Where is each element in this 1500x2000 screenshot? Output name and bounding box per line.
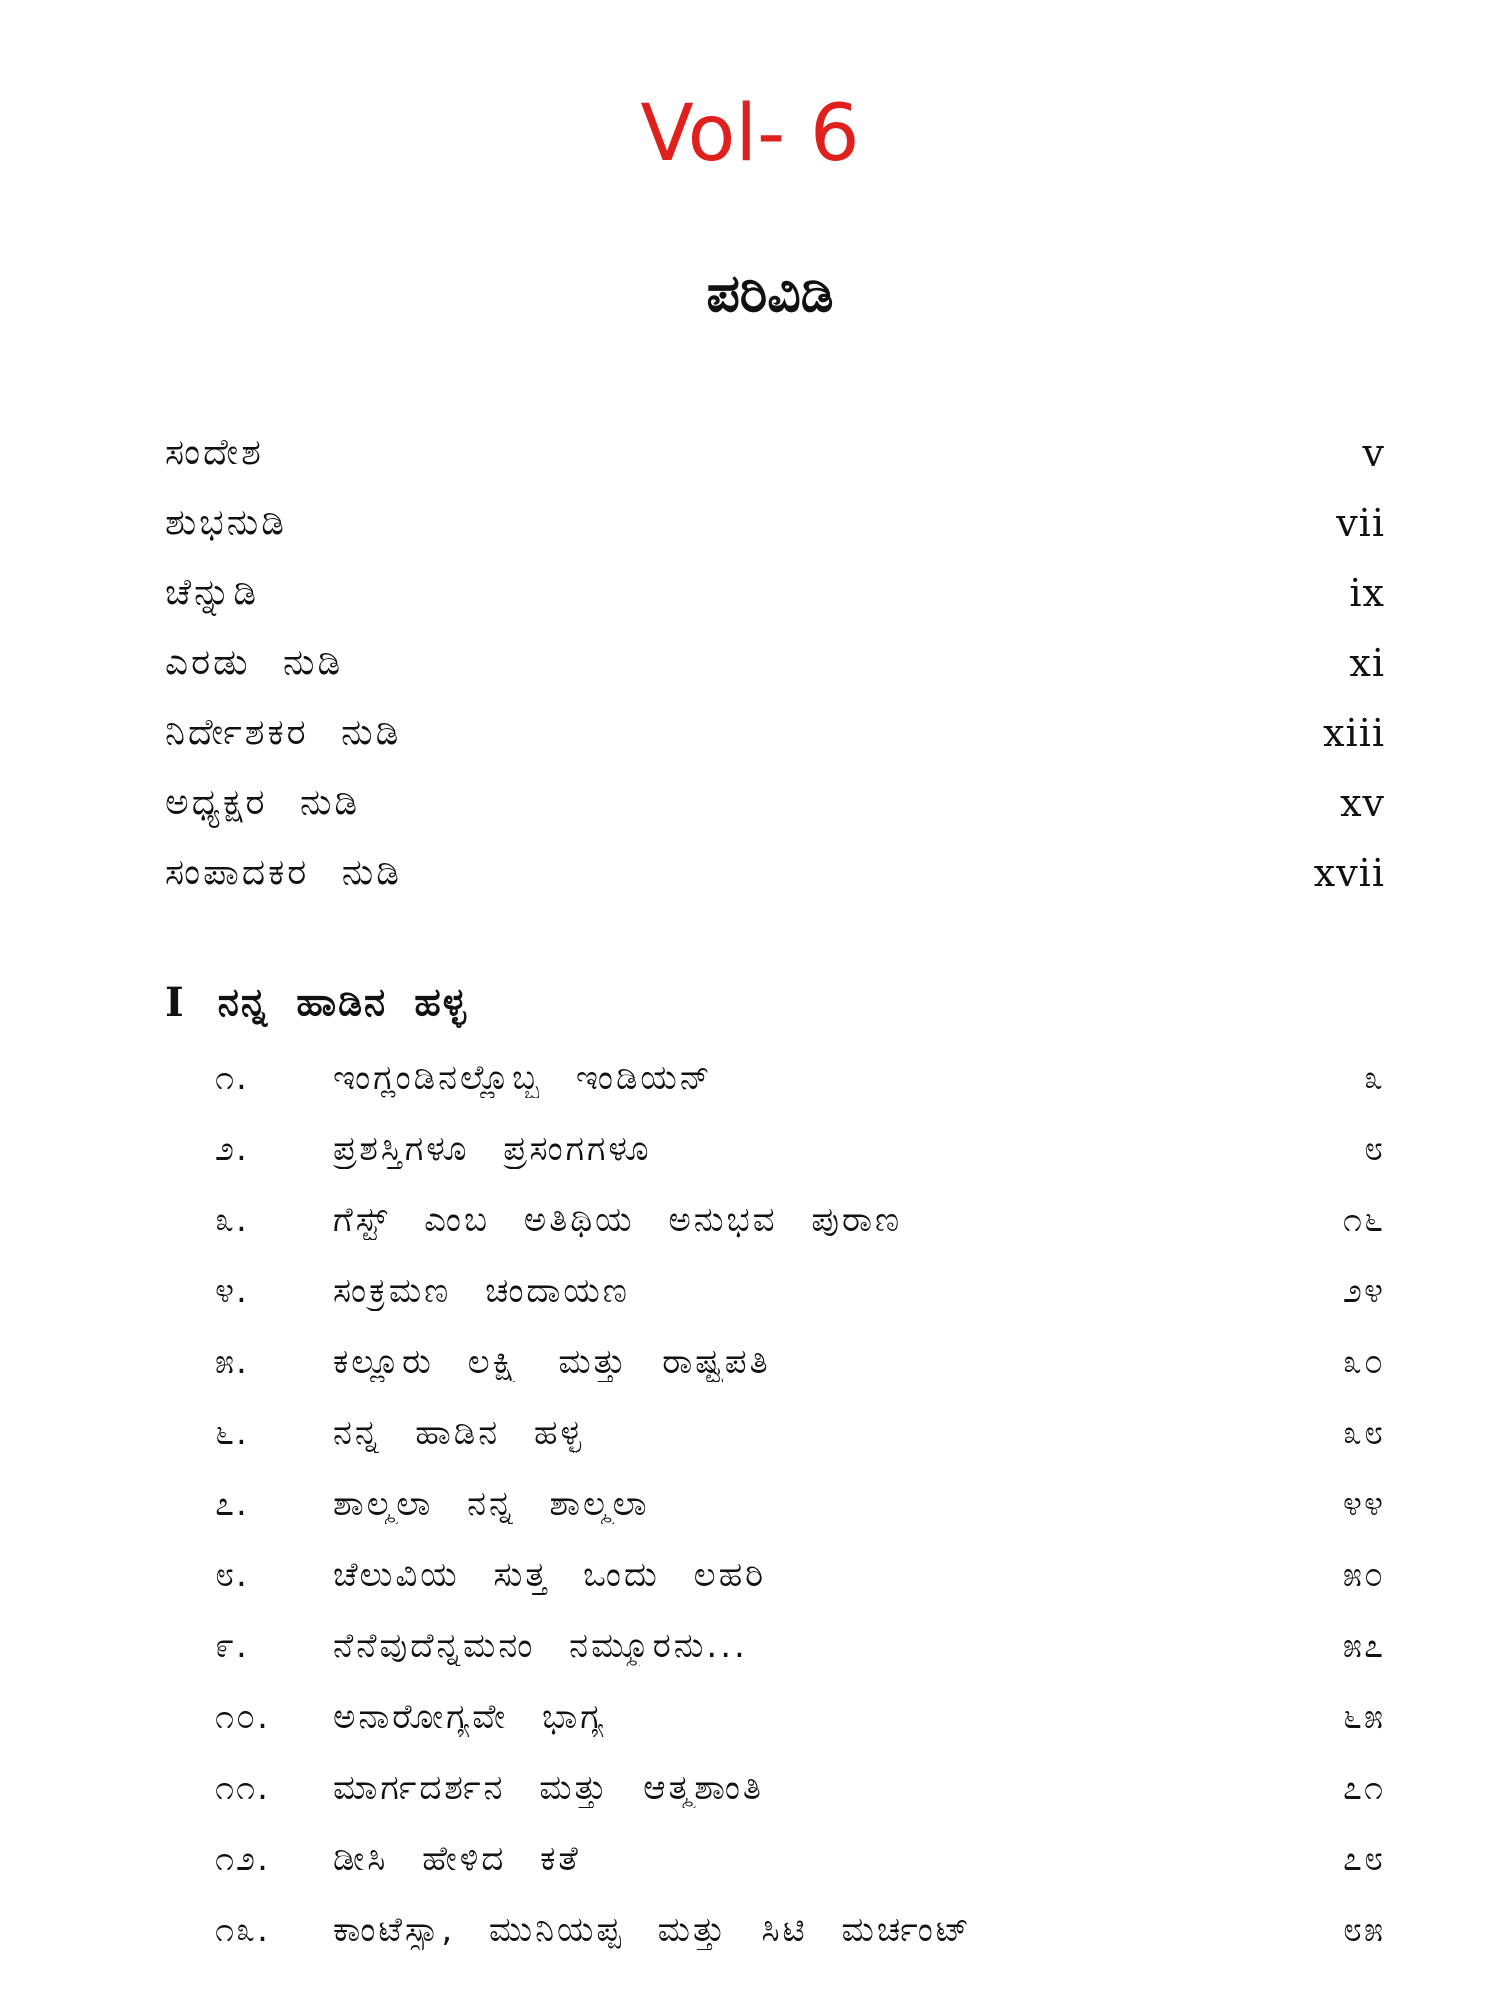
chapter-title: ಕಾಂಟೆಸ್ಸಾ, ಮುನಿಯಪ್ಪ ಮತ್ತು ಸಿಟಿ ಮರ್ಚಂಟ್ [333, 1909, 973, 1950]
chapter-entry [215, 1184, 1385, 1255]
chapter-number: ೧೩. [215, 1909, 270, 1950]
front-matter-entry [165, 628, 1385, 698]
chapter-number: ೧೧. [215, 1767, 270, 1808]
chapter-title: ಸಂಕ್ರಮಣ ಚಂದಾಯಣ [333, 1270, 630, 1311]
chapter-page-number: ೩ [1363, 1057, 1385, 1098]
chapter-number: ೪. [215, 1270, 249, 1311]
chapter-list [215, 1042, 1385, 1965]
entry-page-number: xv [1340, 781, 1385, 825]
chapter-entry [215, 1610, 1385, 1681]
chapter-entry [215, 1042, 1385, 1113]
entry-label: ನಿರ್ದೇಶಕರ ನುಡಿ [165, 712, 402, 753]
chapter-page-number: ೬೫ [1342, 1696, 1385, 1737]
chapter-entry [215, 1752, 1385, 1823]
chapter-number: ೯. [215, 1625, 249, 1666]
chapter-title: ಅನಾರೋಗ್ಯವೇ ಭಾಗ್ಯ [333, 1696, 607, 1737]
volume-label: Vol- 6 [640, 89, 860, 179]
chapter-entry [215, 1539, 1385, 1610]
section-number: I [165, 978, 184, 1026]
chapter-page-number: ೮ [1363, 1128, 1385, 1169]
chapter-page-number: ೫೭ [1342, 1625, 1385, 1666]
chapter-title: ಇಂಗ್ಲಂಡಿನಲ್ಲೊಬ್ಬ ಇಂಡಿಯನ್ [333, 1057, 713, 1098]
chapter-entry [215, 1255, 1385, 1326]
chapter-number: ೬. [215, 1412, 249, 1453]
chapter-title: ಕಲ್ಲೂರು ಲಕ್ಷ್ಮಿ ಮತ್ತು ರಾಷ್ಟ್ರಪತಿ [333, 1341, 771, 1382]
chapter-number: ೧. [215, 1057, 249, 1098]
chapter-page-number: ೭೧ [1342, 1767, 1385, 1808]
front-matter-entry [165, 838, 1385, 908]
chapter-title: ಪ್ರಶಸ್ತಿಗಳೂ ಪ್ರಸಂಗಗಳೂ [333, 1128, 652, 1169]
chapter-title: ಡೀಸಿ ಹೇಳಿದ ಕತೆ [333, 1838, 581, 1879]
front-matter-entry [165, 418, 1385, 488]
chapter-entry [215, 1823, 1385, 1894]
front-matter-entry [165, 488, 1385, 558]
chapter-entry [215, 1326, 1385, 1397]
page-title: ಪರಿವಿಡಿ [706, 264, 834, 324]
entry-label: ಅಧ್ಯಕ್ಷರ ನುಡಿ [165, 782, 361, 823]
section-heading [165, 972, 468, 1032]
chapter-number: ೩. [215, 1199, 249, 1240]
front-matter-entry [165, 768, 1385, 838]
chapter-entry [215, 1681, 1385, 1752]
chapter-page-number: ೪೪ [1342, 1483, 1385, 1524]
chapter-number: ೫. [215, 1341, 249, 1382]
chapter-page-number: ೧೬ [1342, 1199, 1385, 1240]
chapter-title: ಶಾಲ್ಮಲಾ ನನ್ನ ಶಾಲ್ಮಲಾ [333, 1483, 650, 1524]
entry-label: ಚೆನ್ನುಡಿ [165, 572, 260, 613]
chapter-page-number: ೮೫ [1342, 1909, 1385, 1950]
chapter-title: ಮಾರ್ಗದರ್ಶನ ಮತ್ತು ಆತ್ಮಶಾಂತಿ [333, 1767, 764, 1808]
chapter-title: ಗೆಸ್ಟ್ ಎಂಬ ಅತಿಥಿಯ ಅನುಭವ ಪುರಾಣ [333, 1199, 903, 1240]
chapter-page-number: ೩೮ [1342, 1412, 1385, 1453]
chapter-number: ೨. [215, 1128, 249, 1169]
entry-page-number: xvii [1313, 851, 1385, 895]
entry-page-number: xiii [1323, 711, 1385, 755]
chapter-title: ಚೆಲುವಿಯ ಸುತ್ತ ಒಂದು ಲಹರಿ [333, 1554, 767, 1595]
front-matter-entry [165, 558, 1385, 628]
chapter-entry [215, 1113, 1385, 1184]
chapter-number: ೧೨. [215, 1838, 270, 1879]
chapter-page-number: ೫೦ [1342, 1554, 1385, 1595]
chapter-page-number: ೭೮ [1342, 1838, 1385, 1879]
entry-label: ಸಂಪಾದಕರ ನುಡಿ [165, 852, 402, 893]
entry-page-number: vii [1336, 501, 1385, 545]
chapter-title: ನೆನೆವುದೆನ್ನಮನಂ ನಮ್ಮೂರನು... [333, 1625, 748, 1666]
chapter-entry [215, 1468, 1385, 1539]
chapter-number: ೮. [215, 1554, 249, 1595]
chapter-entry [215, 1397, 1385, 1468]
entry-page-number: xi [1349, 641, 1385, 685]
front-matter-entry [165, 698, 1385, 768]
entry-label: ಶುಭನುಡಿ [165, 502, 287, 543]
entry-label: ಎರಡು ನುಡಿ [165, 642, 344, 683]
chapter-entry [215, 1894, 1385, 1965]
entry-page-number: v [1362, 431, 1385, 475]
chapter-page-number: ೨೪ [1342, 1270, 1385, 1311]
chapter-page-number: ೩೦ [1342, 1341, 1385, 1382]
chapter-number: ೧೦. [215, 1696, 270, 1737]
front-matter-list [165, 418, 1385, 908]
chapter-number: ೭. [215, 1483, 249, 1524]
chapter-title: ನನ್ನ ಹಾಡಿನ ಹಳ್ಳ [333, 1412, 585, 1453]
entry-page-number: ix [1349, 571, 1385, 615]
section-title: ನನ್ನ ಹಾಡಿನ ಹಳ್ಳ [217, 979, 468, 1024]
entry-label: ಸಂದೇಶ [165, 432, 264, 473]
